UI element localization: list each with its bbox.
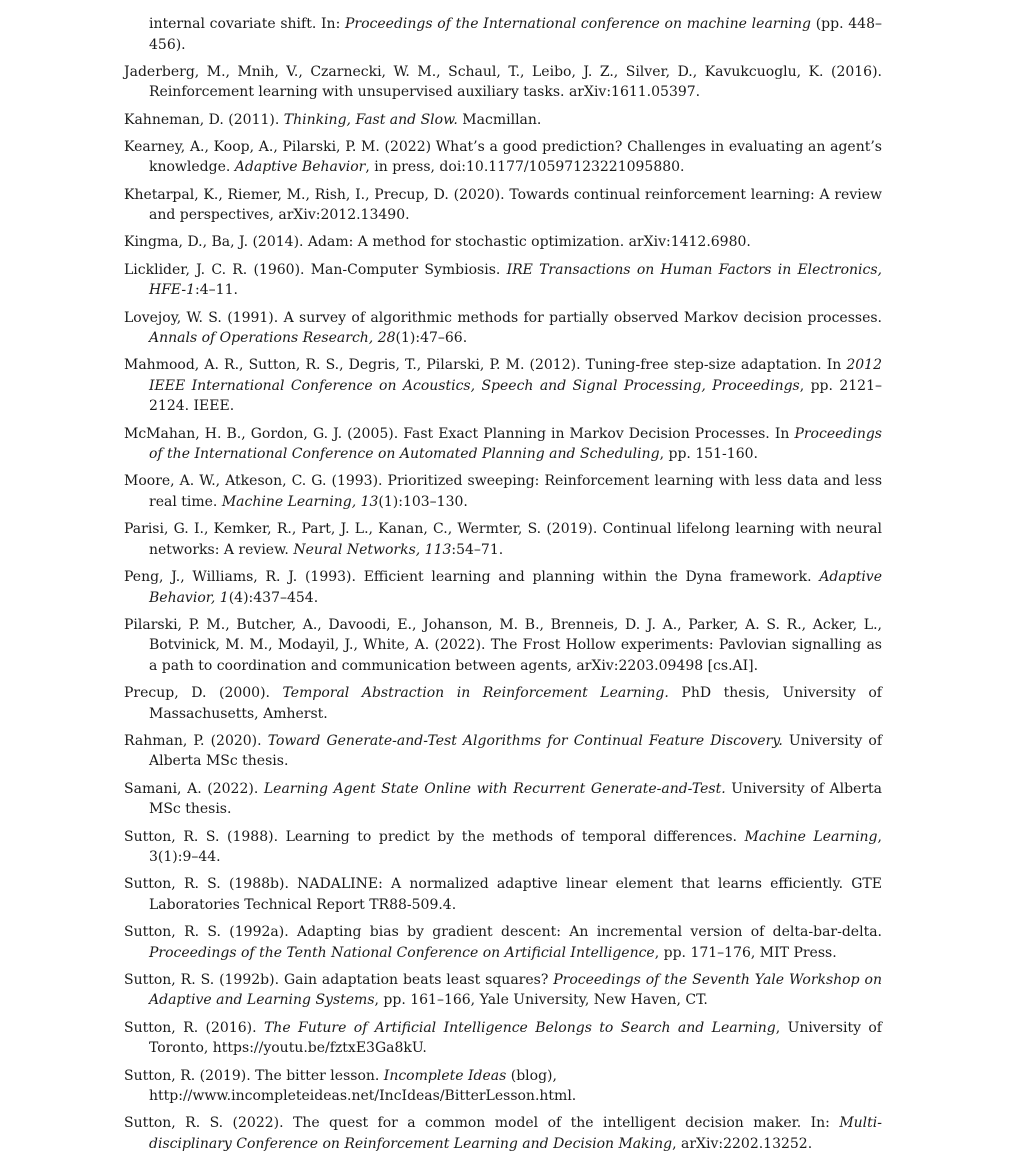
reference-text: Sutton, R. (2019). The bitter lesson. bbox=[124, 1067, 384, 1084]
reference-text: , pp. 171–176, MIT Press. bbox=[654, 944, 837, 961]
reference-title-italic: Learning Agent State Online with Recurrent Generate-and-Test. bbox=[263, 780, 726, 797]
reference-text: (1):103–130. bbox=[378, 493, 468, 510]
reference-title-italic: The Future of Artificial Intelligence Belongs to Search and Learning bbox=[263, 1019, 776, 1036]
reference-title-italic: Machine Learning, 13 bbox=[221, 493, 379, 510]
reference-text: Parisi, G. I., Kemker, R., Part, J. L., Kanan, C., Wermter, S. (2019). Continual lifelong learning with neural networks: A review. bbox=[124, 521, 882, 558]
reference-entry bbox=[124, 779, 882, 820]
reference-entry bbox=[124, 260, 882, 301]
reference-title-italic: 2012 IEEE International Conference on Acoustics, Speech and Signal Processing, Proceedings bbox=[149, 357, 882, 394]
reference-title-italic: Proceedings of the International Conference on Automated Planning and Scheduling bbox=[149, 425, 882, 463]
reference-entry bbox=[124, 232, 882, 253]
reference-entry bbox=[124, 471, 882, 512]
reference-text: Sutton, R. S. (1992a). Adapting bias by gradient descent: An incremental version of delta-bar-delta. bbox=[124, 924, 882, 941]
reference-entry bbox=[124, 615, 882, 677]
reference-text: (1):47–66. bbox=[395, 330, 468, 347]
reference-entry bbox=[124, 62, 882, 103]
reference-entry bbox=[124, 1018, 882, 1059]
reference-text: Kahneman, D. (2011). bbox=[124, 111, 284, 128]
reference-list bbox=[124, 14, 882, 1161]
reference-text: Licklider, J. C. R. (1960). Man-Computer Symbiosis. bbox=[124, 261, 507, 278]
reference-entry bbox=[124, 424, 882, 465]
reference-text: , 3(1):9–44. bbox=[149, 828, 882, 866]
reference-entry bbox=[124, 567, 882, 608]
reference-title-italic: Toward Generate-and-Test Algorithms for Continual Feature Discovery. bbox=[267, 732, 783, 749]
reference-entry-continued bbox=[124, 14, 882, 55]
reference-title-italic: Multi-disciplinary Conference on Reinforcement Learning and Decision Making bbox=[149, 1115, 882, 1152]
reference-title-italic: Machine Learning bbox=[744, 828, 878, 845]
reference-entry bbox=[124, 185, 882, 226]
reference-text: Sutton, R. S. (1992b). Gain adaptation beats least squares? bbox=[124, 971, 554, 988]
reference-entry bbox=[124, 110, 882, 131]
reference-title-italic: Proceedings of the Tenth National Conference on Artificial Intelligence bbox=[149, 944, 655, 961]
reference-text: University of Alberta MSc thesis. bbox=[149, 780, 882, 818]
reference-text: Pilarski, P. M., Butcher, A., Davoodi, E., Johanson, M. B., Brenneis, D. J. A., Parker, A. S. R., Acker, L., Botvinick, M. M., Modayil, J., White, A. (2022). The Frost Hollow experiments: Pavlovian signalling as a path to coordination and communication between agents, arXiv:2203.09498 [cs.AI]. bbox=[124, 616, 882, 674]
reference-title-italic: Thinking, Fast and Slow. bbox=[283, 111, 458, 128]
reference-entry bbox=[124, 731, 882, 772]
reference-entry bbox=[124, 519, 882, 560]
reference-text: Jaderberg, M., Mnih, V., Czarnecki, W. M., Schaul, T., Leibo, J. Z., Silver, D., Kavukcuoglu, K. (2016). Reinforcement learning with unsupervised auxiliary tasks. arXiv:1611.05397. bbox=[124, 63, 882, 101]
reference-text: Sutton, R. S. (2022). The quest for a common model of the intelligent decision maker. In: bbox=[124, 1115, 840, 1132]
reference-text: (4):437–454. bbox=[228, 589, 319, 606]
reference-text: , pp. 2121–2124. IEEE. bbox=[149, 377, 882, 415]
reference-text: , arXiv:2202.13252. bbox=[672, 1135, 813, 1152]
reference-title-italic: Proceedings of the Seventh Yale Workshop on Adaptive and Learning Systems bbox=[149, 971, 882, 1009]
reference-entry bbox=[124, 355, 882, 417]
reference-entry bbox=[124, 1066, 882, 1107]
reference-text: Peng, J., Williams, R. J. (1993). Efficient learning and planning within the Dyna framework. bbox=[124, 569, 820, 586]
reference-text: Macmillan. bbox=[457, 111, 542, 128]
reference-text: McMahan, H. B., Gordon, G. J. (2005). Fast Exact Planning in Markov Decision Processes. In bbox=[124, 425, 795, 442]
reference-text: University of Alberta MSc thesis. bbox=[149, 732, 883, 770]
reference-text: Precup, D. (2000). bbox=[124, 685, 283, 702]
reference-text: (pp. 448–456). bbox=[149, 16, 882, 53]
reference-title-italic: Incomplete Ideas bbox=[383, 1067, 507, 1084]
reference-title-italic: Adaptive Behavior bbox=[234, 159, 366, 176]
reference-entry bbox=[124, 683, 882, 724]
reference-text: Kearney, A., Koop, A., Pilarski, P. M. (2022) What’s a good prediction? Challenges in evaluating an agent’s knowledge. bbox=[124, 138, 882, 176]
reference-text: Lovejoy, W. S. (1991). A survey of algorithmic methods for partially observed Markov decision processes. bbox=[124, 309, 882, 326]
reference-text: , pp. 161–166, Yale University, New Haven, CT. bbox=[374, 992, 708, 1009]
reference-text: , pp. 151-160. bbox=[659, 446, 758, 463]
reference-text: :54–71. bbox=[451, 541, 504, 558]
reference-title-italic: Annals of Operations Research, 28 bbox=[149, 330, 396, 347]
reference-entry bbox=[124, 874, 882, 915]
reference-title-italic: Neural Networks, 113 bbox=[293, 541, 452, 558]
reference-text: Samani, A. (2022). bbox=[124, 780, 264, 797]
reference-title-italic: Temporal Abstraction in Reinforcement Learning. bbox=[282, 685, 669, 702]
reference-text: , University of Toronto, https://youtu.be/fztxE3Ga8kU. bbox=[149, 1019, 882, 1057]
reference-entry bbox=[124, 827, 882, 868]
reference-text: internal covariate shift. In: bbox=[149, 16, 346, 32]
reference-text: Sutton, R. S. (1988). Learning to predict by the methods of temporal differences. bbox=[124, 828, 745, 845]
reference-text: Kingma, D., Ba, J. (2014). Adam: A method for stochastic optimization. arXiv:1412.6980. bbox=[124, 234, 751, 251]
reference-entry bbox=[124, 922, 882, 963]
reference-text: , in press, doi:10.1177/10597123221095880. bbox=[365, 159, 685, 176]
reference-entry bbox=[124, 1113, 882, 1154]
reference-text: Sutton, R. (2016). bbox=[124, 1019, 264, 1036]
reference-text: (blog), http://www.incompleteideas.net/IncIdeas/BitterLesson.html. bbox=[149, 1067, 577, 1105]
reference-text: Sutton, R. S. (1988b). NADALINE: A normalized adaptive linear element that learns efficiently. GTE Laboratories Technical Report TR88-509.4. bbox=[124, 876, 882, 913]
reference-text: Khetarpal, K., Riemer, M., Rish, I., Precup, D. (2020). Towards continual reinforcement learning: A review and perspectives, arXiv:2012.13490. bbox=[124, 186, 882, 224]
reference-text: Rahman, P. (2020). bbox=[124, 732, 268, 749]
reference-entry bbox=[124, 970, 882, 1011]
reference-title-italic: IRE Transactions on Human Factors in Electronics, HFE-1 bbox=[149, 261, 882, 299]
reference-text: Mahmood, A. R., Sutton, R. S., Degris, T., Pilarski, P. M. (2012). Tuning-free step-size adaptation. In bbox=[124, 357, 847, 374]
reference-text: :4–11. bbox=[195, 282, 238, 299]
reference-entry bbox=[124, 137, 882, 178]
reference-title-italic: Proceedings of the International conference on machine learning bbox=[345, 16, 811, 32]
reference-text: Moore, A. W., Atkeson, C. G. (1993). Prioritized sweeping: Reinforcement learning with less data and less real time. bbox=[124, 473, 882, 510]
reference-title-italic: Adaptive Behavior, 1 bbox=[149, 569, 882, 606]
reference-text: PhD thesis, University of Massachusetts, Amherst. bbox=[149, 685, 882, 722]
reference-entry bbox=[124, 308, 882, 349]
